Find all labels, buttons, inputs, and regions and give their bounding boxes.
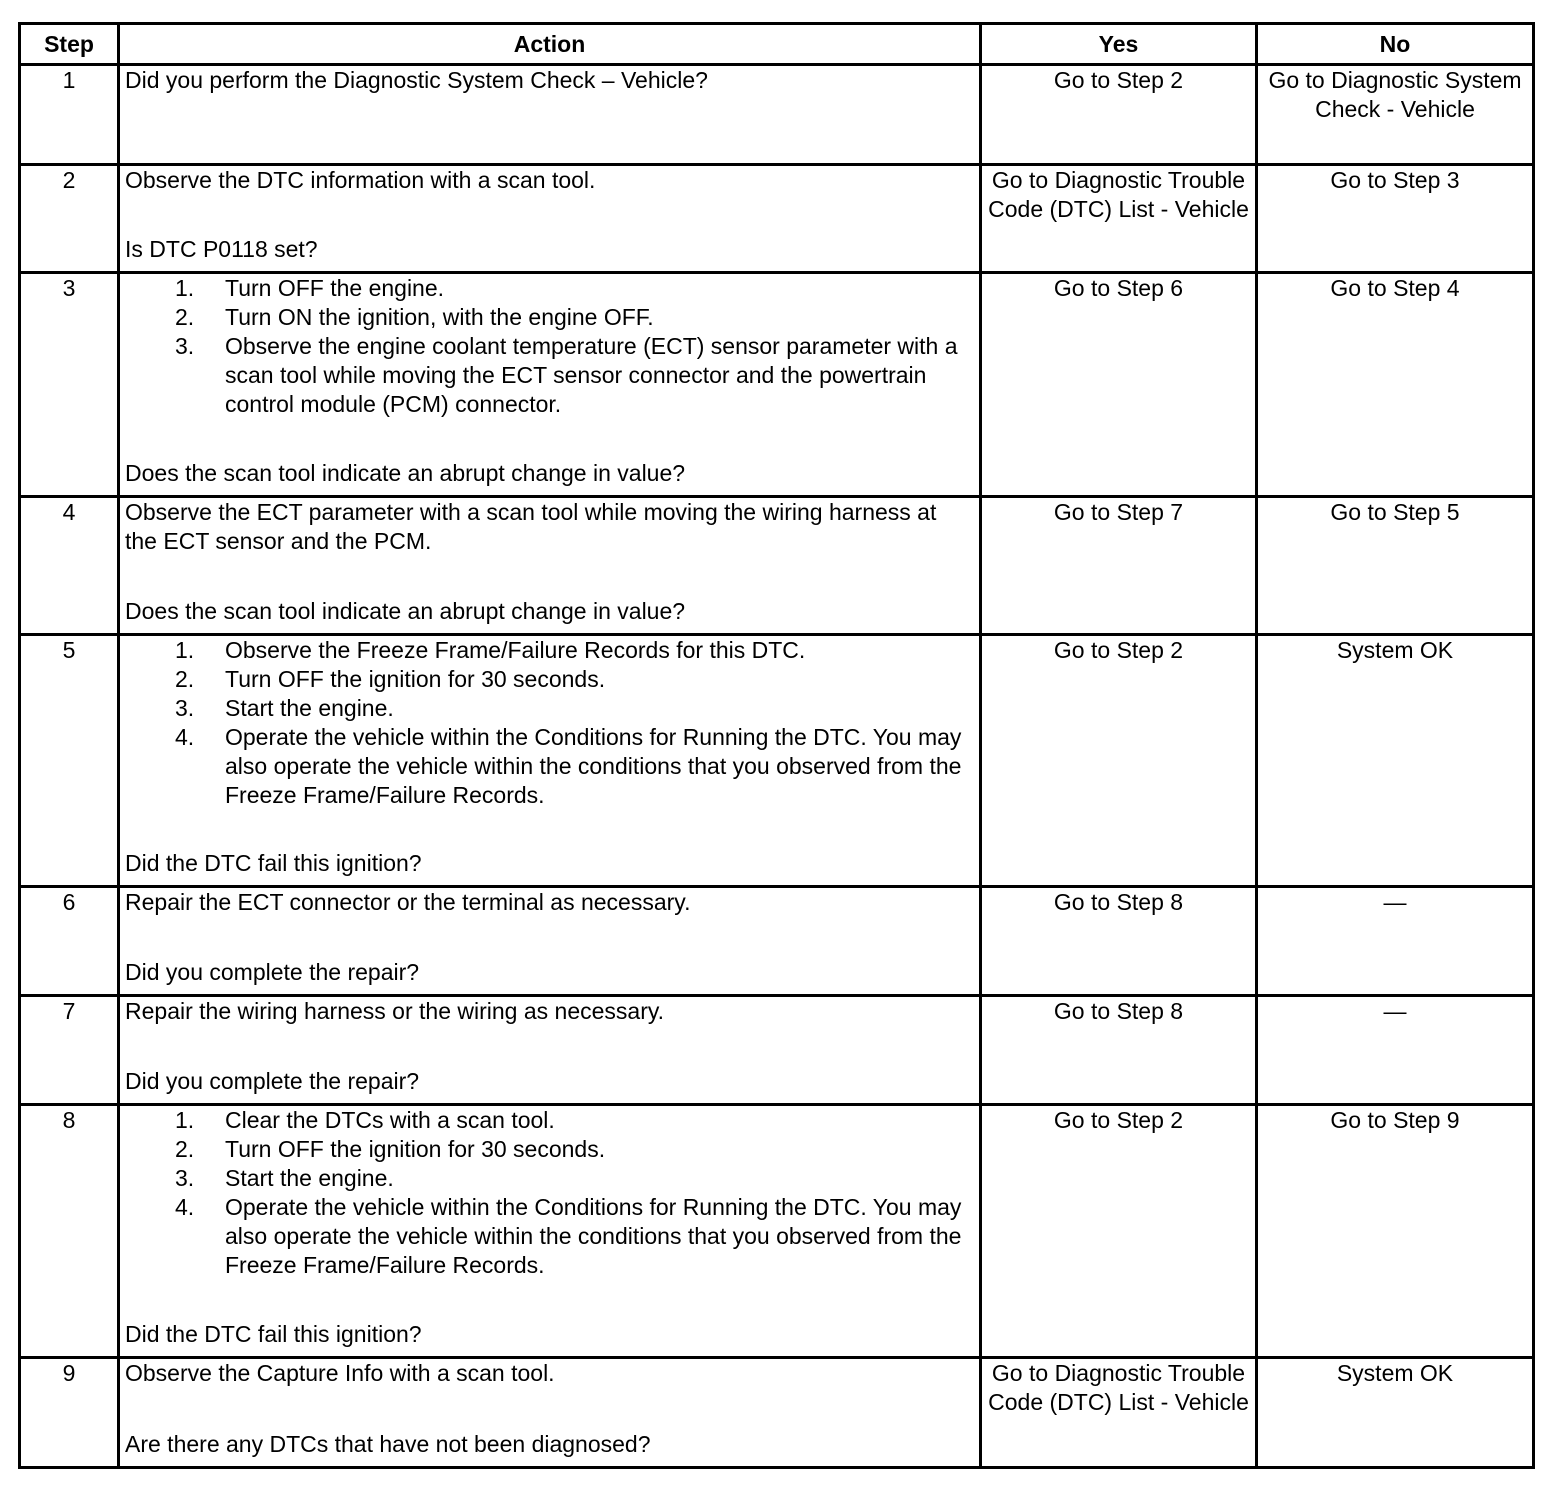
action-question: Did you complete the repair? bbox=[125, 1068, 420, 1094]
table-row bbox=[20, 1105, 1534, 1358]
list-item-text: Turn OFF the engine. bbox=[225, 275, 445, 301]
list-item bbox=[125, 1164, 974, 1193]
step-number: 3 bbox=[20, 273, 119, 497]
step-number: 1 bbox=[20, 65, 119, 165]
header-action: Action bbox=[119, 24, 981, 65]
list-item bbox=[125, 723, 974, 810]
list-item-text: Start the engine. bbox=[225, 695, 394, 721]
list-item-number: 3. bbox=[175, 695, 195, 721]
no-result: — bbox=[1257, 996, 1534, 1105]
yes-result: Go to Step 6 bbox=[981, 273, 1257, 497]
no-result: Go to Step 5 bbox=[1257, 497, 1534, 635]
list-item bbox=[125, 636, 974, 665]
header-no: No bbox=[1257, 24, 1534, 65]
action-question: Does the scan tool indicate an abrupt change in value? bbox=[125, 460, 686, 486]
action-question: Did the DTC fail this ignition? bbox=[125, 1321, 422, 1347]
table-row bbox=[20, 273, 1534, 497]
action-question: Are there any DTCs that have not been diagnosed? bbox=[125, 1431, 651, 1457]
action-steps-list bbox=[125, 1106, 974, 1280]
yes-result: Go to Step 2 bbox=[981, 1105, 1257, 1358]
no-result: Go to Diagnostic System Check - Vehicle bbox=[1257, 65, 1534, 165]
action-cell bbox=[119, 635, 981, 887]
list-item-text: Observe the Freeze Frame/Failure Records for this DTC. bbox=[225, 637, 806, 663]
action-text: Did you perform the Diagnostic System Check – Vehicle? bbox=[125, 67, 708, 93]
no-result: Go to Step 4 bbox=[1257, 273, 1534, 497]
list-item-text: Turn ON the ignition, with the engine OFF. bbox=[225, 304, 654, 330]
yes-result: Go to Diagnostic Trouble Code (DTC) List - Vehicle bbox=[981, 165, 1257, 273]
list-item-text: Clear the DTCs with a scan tool. bbox=[225, 1107, 555, 1133]
list-item-number: 1. bbox=[175, 637, 195, 663]
action-steps-list bbox=[125, 274, 974, 419]
yes-result: Go to Step 2 bbox=[981, 65, 1257, 165]
action-steps-list bbox=[125, 636, 974, 810]
list-item bbox=[125, 1135, 974, 1164]
list-item-text: Operate the vehicle within the Conditions for Running the DTC. You may also operate the vehicle within the conditions that you observed from the Freeze Frame/Failure Records. bbox=[225, 724, 962, 808]
list-item bbox=[125, 1193, 974, 1280]
action-text: Repair the ECT connector or the terminal as necessary. bbox=[125, 889, 691, 915]
action-text: Observe the DTC information with a scan tool. bbox=[125, 167, 596, 193]
step-number: 4 bbox=[20, 497, 119, 635]
list-item-number: 1. bbox=[175, 1107, 195, 1133]
action-text: Observe the Capture Info with a scan tool. bbox=[125, 1360, 555, 1386]
list-item bbox=[125, 274, 974, 303]
action-text: Observe the ECT parameter with a scan tool while moving the wiring harness at the ECT sensor and the PCM. bbox=[125, 499, 937, 554]
list-item bbox=[125, 332, 974, 419]
no-result: — bbox=[1257, 887, 1534, 996]
table-row bbox=[20, 65, 1534, 165]
action-cell bbox=[119, 65, 981, 165]
list-item-number: 4. bbox=[175, 1194, 195, 1220]
list-item-number: 3. bbox=[175, 1165, 195, 1191]
action-question: Did you complete the repair? bbox=[125, 959, 420, 985]
action-cell bbox=[119, 1358, 981, 1468]
list-item-number: 4. bbox=[175, 724, 195, 750]
list-item-number: 2. bbox=[175, 304, 195, 330]
action-question: Does the scan tool indicate an abrupt change in value? bbox=[125, 598, 686, 624]
no-result: System OK bbox=[1257, 1358, 1534, 1468]
table-row bbox=[20, 887, 1534, 996]
header-yes: Yes bbox=[981, 24, 1257, 65]
yes-result: Go to Step 8 bbox=[981, 996, 1257, 1105]
action-cell bbox=[119, 887, 981, 996]
no-result: System OK bbox=[1257, 635, 1534, 887]
action-text: Repair the wiring harness or the wiring as necessary. bbox=[125, 998, 665, 1024]
header-row bbox=[20, 24, 1534, 65]
action-cell bbox=[119, 165, 981, 273]
list-item bbox=[125, 694, 974, 723]
yes-result: Go to Step 7 bbox=[981, 497, 1257, 635]
step-number: 9 bbox=[20, 1358, 119, 1468]
action-cell bbox=[119, 1105, 981, 1358]
list-item bbox=[125, 665, 974, 694]
list-item-text: Operate the vehicle within the Conditions for Running the DTC. You may also operate the vehicle within the conditions that you observed from the Freeze Frame/Failure Records. bbox=[225, 1194, 962, 1278]
step-number: 6 bbox=[20, 887, 119, 996]
list-item-number: 2. bbox=[175, 666, 195, 692]
yes-result: Go to Step 2 bbox=[981, 635, 1257, 887]
header-step: Step bbox=[20, 24, 119, 65]
step-number: 2 bbox=[20, 165, 119, 273]
table-row bbox=[20, 635, 1534, 887]
step-number: 8 bbox=[20, 1105, 119, 1358]
action-question: Did the DTC fail this ignition? bbox=[125, 850, 422, 876]
action-cell bbox=[119, 996, 981, 1105]
table-row bbox=[20, 1358, 1534, 1468]
step-number: 7 bbox=[20, 996, 119, 1105]
list-item-number: 3. bbox=[175, 333, 195, 359]
no-result: Go to Step 3 bbox=[1257, 165, 1534, 273]
list-item-number: 1. bbox=[175, 275, 195, 301]
list-item-text: Start the engine. bbox=[225, 1165, 394, 1191]
action-cell bbox=[119, 273, 981, 497]
action-question: Is DTC P0118 set? bbox=[125, 236, 318, 262]
diagnostic-table bbox=[18, 22, 1535, 1469]
list-item bbox=[125, 1106, 974, 1135]
step-number: 5 bbox=[20, 635, 119, 887]
table-row bbox=[20, 996, 1534, 1105]
table-row bbox=[20, 497, 1534, 635]
list-item-text: Observe the engine coolant temperature (ECT) sensor parameter with a scan tool while moving the ECT sensor connector and the powertrain control module (PCM) connector. bbox=[225, 333, 958, 417]
yes-result: Go to Step 8 bbox=[981, 887, 1257, 996]
action-cell bbox=[119, 497, 981, 635]
no-result: Go to Step 9 bbox=[1257, 1105, 1534, 1358]
list-item-number: 2. bbox=[175, 1136, 195, 1162]
list-item-text: Turn OFF the ignition for 30 seconds. bbox=[225, 1136, 606, 1162]
yes-result: Go to Diagnostic Trouble Code (DTC) List - Vehicle bbox=[981, 1358, 1257, 1468]
list-item bbox=[125, 303, 974, 332]
table-row bbox=[20, 165, 1534, 273]
list-item-text: Turn OFF the ignition for 30 seconds. bbox=[225, 666, 606, 692]
